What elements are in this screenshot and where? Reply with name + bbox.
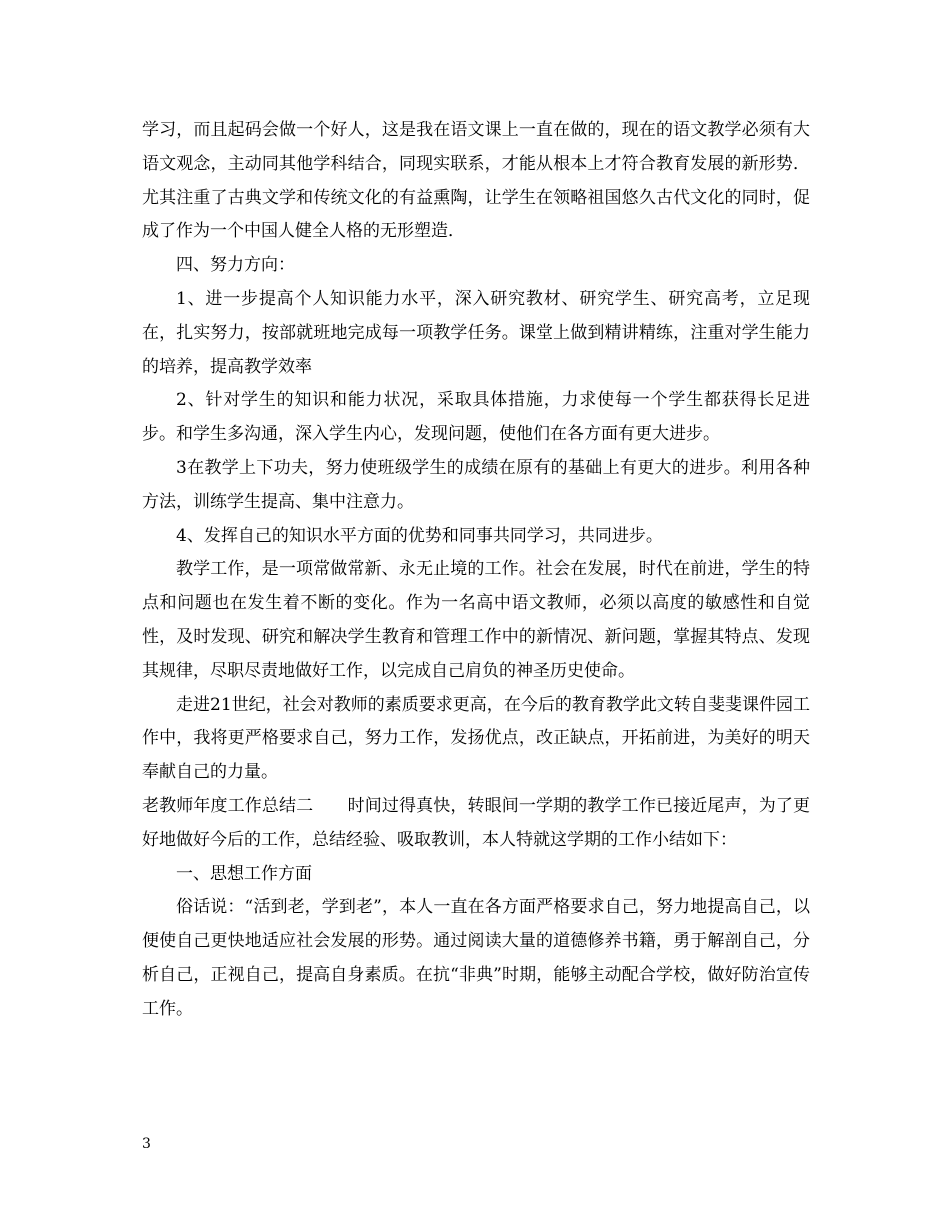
paragraph-summary-two: 老教师年度工作总结二 时间过得真快，转眼间一学期的教学工作已接近尾声，为了更好地做好今后的工作，总结经验、吸取教训，本人特就这学期的工作小结如下：	[142, 795, 810, 850]
section-heading-effort-direction: 四、努力方向：	[176, 255, 295, 276]
paragraph-21st-century: 走进21世纪，社会对教师的素质要求更高，在今后的教育教学此文转自斐斐课件园工作中，我将更严格要求自己，努力工作，发扬优点，改正缺点，开拓前进，为美好的明天奉献自己的力量。	[142, 694, 810, 783]
page-number: 3	[142, 1136, 151, 1152]
paragraph-item-2: 2、针对学生的知识和能力状况，采取具体措施，力求使每一个学生都获得长足进步。和学生多沟通，深入学生内心，发现问题，使他们在各方面有更大进步。	[142, 390, 810, 445]
section-heading-ideology: 一、思想工作方面	[176, 863, 312, 884]
paragraph-item-3: 3在教学上下功夫，努力使班级学生的成绩在原有的基础上有更大的进步。利用各种方法，训练学生提高、集中注意力。	[142, 457, 810, 512]
paragraph-item-1: 1、进一步提高个人知识能力水平，深入研究教材、研究学生、研究高考，立足现在，扎实努力，按部就班地完成每一项教学任务。课堂上做到精讲精练，注重对学生能力的培养，提高教学效率	[142, 288, 810, 377]
paragraph-item-4: 4、发挥自己的知识水平方面的优势和同事共同学习，共同进步。	[176, 525, 663, 546]
paragraph-1: 学习，而且起码会做一个好人，这是我在语文课上一直在做的，现在的语文教学必须有大语文观念，主动同其他学科结合，同现实联系，才能从根本上才符合教育发展的新形势．尤其注重了古典文学和传统文化的有益熏陶，让学生在领略祖国悠久古代文化的同时，促成了作为一个中国人健全人格的无形塑造．	[142, 120, 810, 242]
paragraph-saying: 俗话说：“活到老，学到老”，本人一直在各方面严格要求自己，努力地提高自己，以便使自己更快地适应社会发展的形势。通过阅读大量的道德修养书籍，勇于解剖自己，分析自己，正视自己，提高自身素质。在抗“非典”时期，能够主动配合学校，做好防治宣传工作。	[142, 897, 810, 1019]
paragraph-teaching-work: 教学工作，是一项常做常新、永无止境的工作。社会在发展，时代在前进，学生的特点和问题也在发生着不断的变化。作为一名高中语文教师，必须以高度的敏感性和自觉性，及时发现、研究和解决学生教育和管理工作中的新情况、新问题，掌握其特点、发现其规律，尽职尽责地做好工作，以完成自己肩负的神圣历史使命。	[142, 559, 810, 681]
document-body	[142, 114, 810, 1027]
